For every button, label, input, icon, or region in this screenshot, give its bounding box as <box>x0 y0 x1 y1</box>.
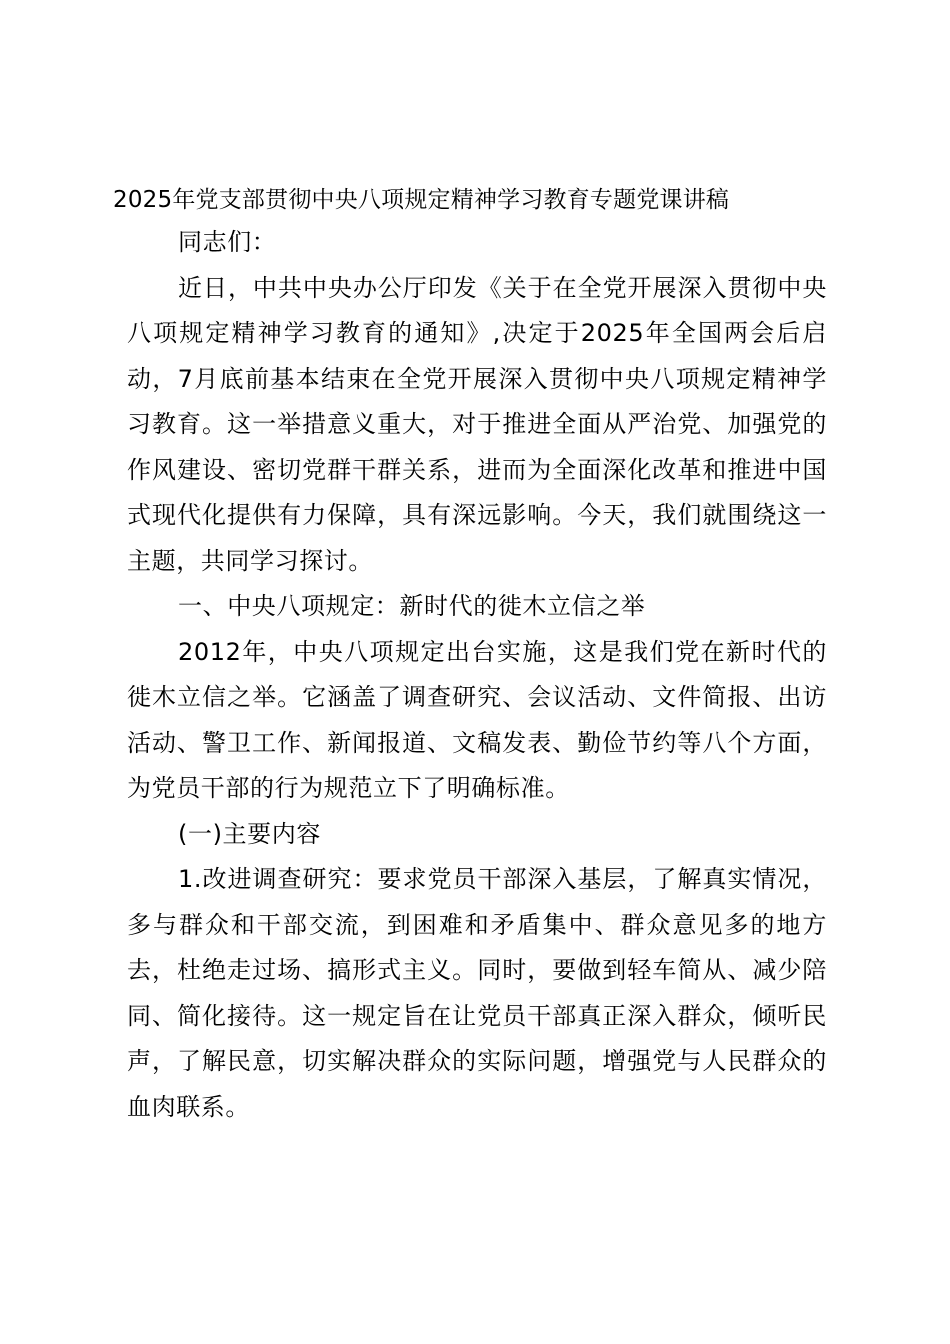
paragraph-intro: 近日，中共中央办公厅印发《关于在全党开展深入贯彻中央八项规定精神学习教育的通知》,决定于2025年全国两会后启动，7月底前基本结束在全党开展深入贯彻中央八项规定精神学习教育。这一举措意义重大，对于推进全面从严治党、加强党的作风建设、密切党群干群关系，进而为全面深化改革和推进中国式现代化提供有力保障，具有深远影响。今天，我们就围绕这一主题，共同学习探讨。 <box>127 273 827 575</box>
section-heading-1: 一、中央八项规定：新时代的徙木立信之举 <box>178 592 646 620</box>
subsection-heading-main-content: (一)主要内容 <box>178 819 321 848</box>
document-title: 2025年党支部贯彻中央八项规定精神学习教育专题党课讲稿 <box>113 187 730 213</box>
document-body <box>113 180 827 1130</box>
paragraph-item-1: 1.改进调查研究：要求党员干部深入基层，了解真实情况，多与群众和干部交流，到困难和矛盾集中、群众意见多的地方去，杜绝走过场、搞形式主义。同时，要做到轻车简从、减少陪同、简化接待。这一规定旨在让党员干部真正深入群众，倾听民声，了解民意，切实解决群众的实际问题，增强党与人民群众的血肉联系。 <box>127 865 827 1121</box>
paragraph-section-1: 2012年，中央八项规定出台实施，这是我们党在新时代的徙木立信之举。它涵盖了调查研究、会议活动、文件简报、出访活动、警卫工作、新闻报道、文稿发表、勤俭节约等八个方面，为党员干部的行为规范立下了明确标准。 <box>127 637 827 802</box>
salutation: 同志们： <box>178 228 277 256</box>
